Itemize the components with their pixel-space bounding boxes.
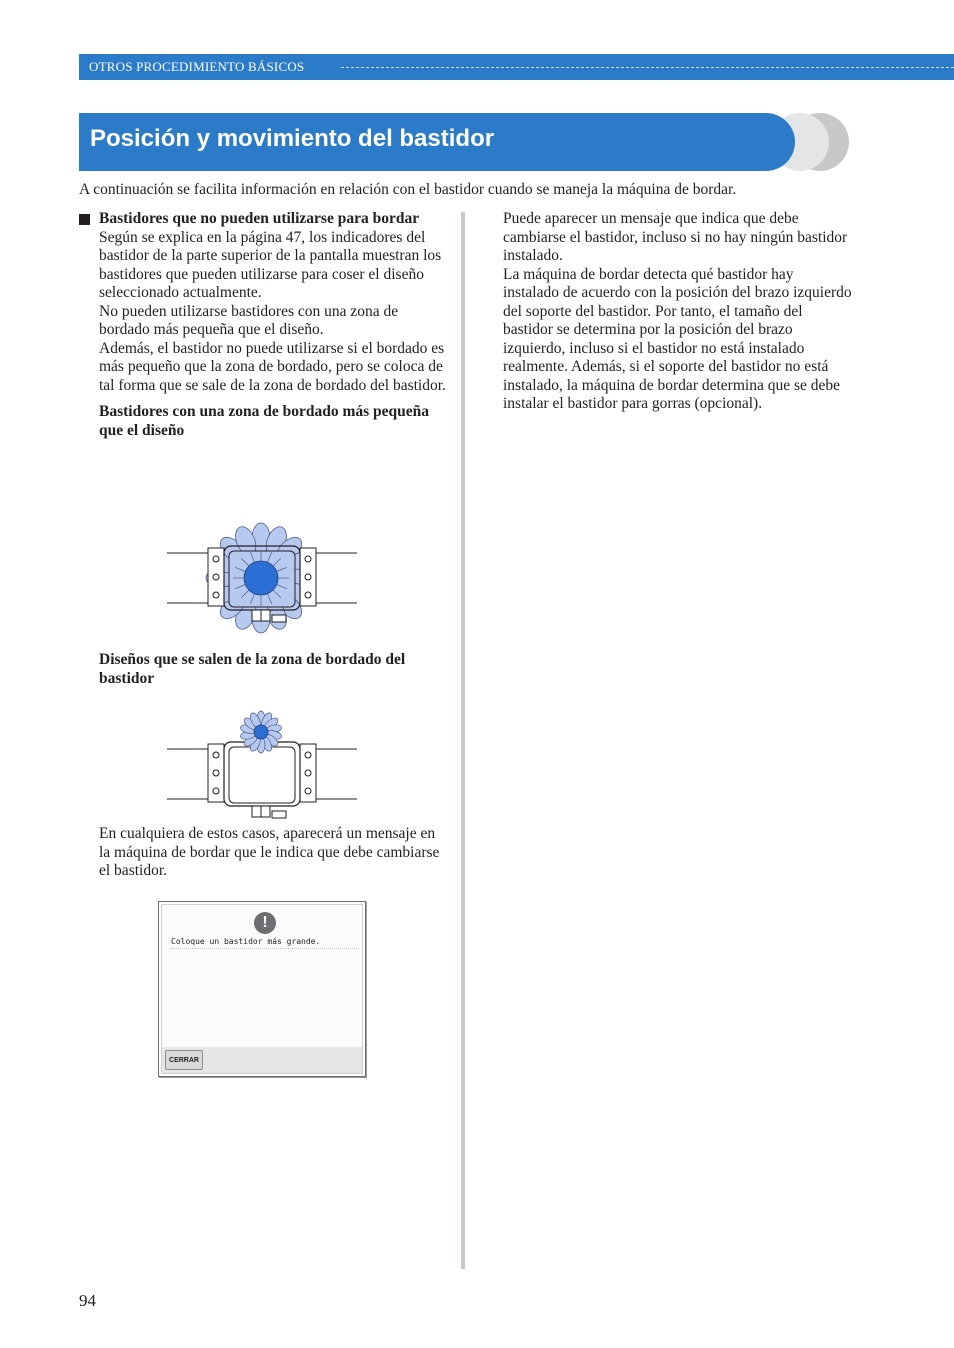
paragraph: Además, el bastidor no puede utilizarse si el bordado es más pequeño que la zona de bordado, pero se coloca de tal forma que se sale de la zona de bordado del bastidor. <box>99 339 446 394</box>
section-header-band <box>79 54 954 80</box>
paragraph: No pueden utilizarse bastidores con una zona de bordado más pequeña que el diseño. <box>99 302 399 338</box>
screen-message-text: Coloque un bastidor más grande. <box>171 937 359 949</box>
section-heading: Bastidores que no pueden utilizarse para bordar <box>99 210 420 227</box>
left-column-closing <box>99 825 449 881</box>
left-column <box>99 210 449 440</box>
bullet-square-icon <box>79 214 90 225</box>
machine-screen-message <box>158 901 366 1077</box>
left-column-subheading-2 <box>99 651 449 688</box>
design-outside-frame-figure <box>160 704 365 822</box>
screen-footer <box>162 1047 362 1073</box>
header-dashed-rule <box>341 67 954 68</box>
paragraph: Según se explica en la página 47, los indicadores del bastidor de la parte superior de la pantalla muestran los bastidores que pueden utilizarse para coser el diseño seleccionado actualmente. <box>99 228 442 301</box>
page-number: 94 <box>79 1291 96 1310</box>
section-header-label: OTROS PROCEDIMIENTO BÁSICOS <box>89 59 305 74</box>
intro-text: A continuación se facilita información en relación con el bastidor cuando se maneja la máquina de bordar. <box>79 181 737 198</box>
subheading: Diseños que se salen de la zona de bordado del bastidor <box>99 651 406 687</box>
warning-icon: ! <box>254 912 276 934</box>
subheading: Bastidores con una zona de bordado más pequeña que el diseño <box>99 403 430 439</box>
paragraph: La máquina de bordar detecta qué bastidor hay instalado de acuerdo con la posición del brazo izquierdo del soporte del bastidor. Por tanto, el tamaño del bastidor se determina por la posición del brazo izquierdo, incluso si el bastidor no está instalado realmente. Además, si el soporte del bastidor no está instalado, la máquina de bordar determina que se debe instalar el bastidor para gorras (opcional). <box>503 265 852 412</box>
page-title: Posición y movimiento del bastidor <box>90 125 495 152</box>
close-button[interactable]: CERRAR <box>165 1050 203 1070</box>
frame-smaller-than-design-figure <box>160 520 365 635</box>
paragraph: Puede aparecer un mensaje que indica que debe cambiarse el bastidor, incluso si no hay ningún bastidor instalado. <box>503 210 848 264</box>
screen-panel <box>161 904 363 1074</box>
right-column <box>503 210 853 414</box>
column-divider <box>461 212 465 1269</box>
paragraph: En cualquiera de estos casos, aparecerá un mensaje en la máquina de bordar que le indica que debe cambiarse el bastidor. <box>99 825 440 879</box>
title-banner <box>79 113 849 171</box>
title-bar <box>79 113 795 171</box>
